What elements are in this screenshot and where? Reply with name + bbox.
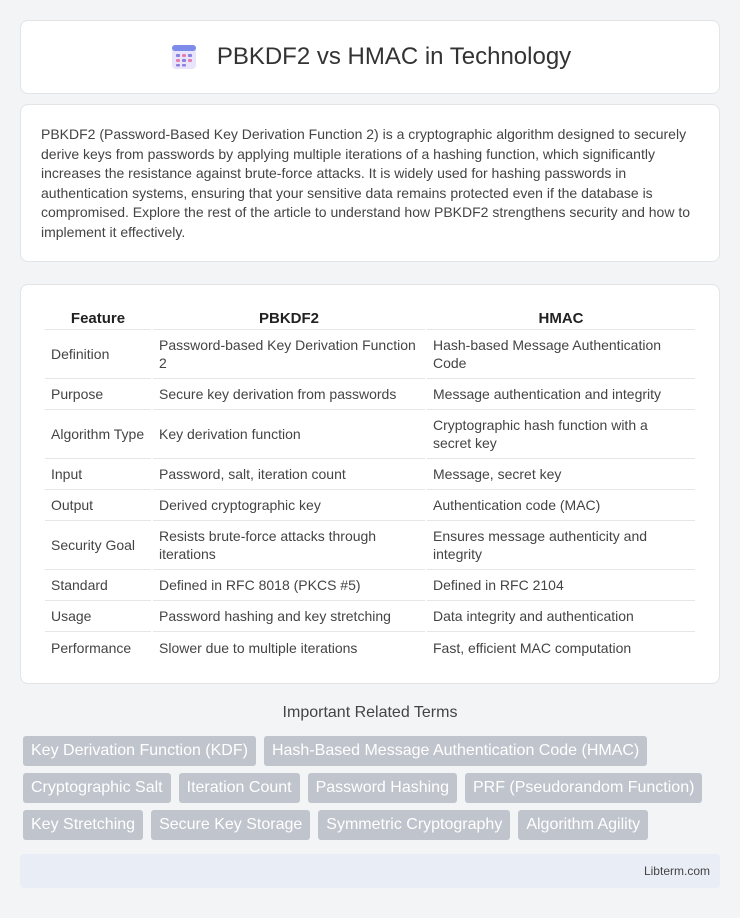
pbkdf2-cell: Key derivation function xyxy=(153,410,425,459)
footer-site-link[interactable]: Libterm.com xyxy=(643,864,710,878)
footer xyxy=(20,854,720,888)
table-header-row xyxy=(45,303,695,330)
hmac-cell: Ensures message authenticity and integrity xyxy=(427,521,695,570)
pbkdf2-cell: Derived cryptographic key xyxy=(153,490,425,521)
feature-cell: Performance xyxy=(51,639,132,656)
feature-cell: Output xyxy=(45,490,151,521)
tag-symmetric-cryptography[interactable]: Symmetric Cryptography xyxy=(318,810,510,840)
header-feature: Feature xyxy=(45,303,151,330)
tag-cryptographic-salt[interactable]: Cryptographic Salt xyxy=(23,773,171,803)
pbkdf2-cell: Slower due to multiple iterations xyxy=(159,639,358,656)
feature-cell: Purpose xyxy=(45,379,151,410)
related-terms-tags xyxy=(23,736,723,840)
pbkdf2-cell: Password-based Key Derivation Function 2 xyxy=(153,330,425,379)
tag-algorithm-agility[interactable]: Algorithm Agility xyxy=(518,810,648,840)
pbkdf2-cell: Defined in RFC 8018 (PKCS #5) xyxy=(153,570,425,601)
table-row xyxy=(45,459,695,490)
table-row xyxy=(45,570,695,601)
feature-cell: Definition xyxy=(45,330,151,379)
tag-hmac[interactable]: Hash-Based Message Authentication Code (HMAC) xyxy=(264,736,647,766)
header-hmac: HMAC xyxy=(427,303,695,330)
feature-cell: Algorithm Type xyxy=(45,410,151,459)
feature-cell: Standard xyxy=(45,570,151,601)
table-row xyxy=(45,330,695,379)
hmac-cell: Message, secret key xyxy=(427,459,695,490)
title-wrap xyxy=(169,42,571,72)
header-pbkdf2: PBKDF2 xyxy=(153,303,425,330)
hmac-cell: Defined in RFC 2104 xyxy=(427,570,695,601)
pbkdf2-cell: Password hashing and key stretching xyxy=(153,601,425,632)
tag-iteration-count[interactable]: Iteration Count xyxy=(179,773,300,803)
tag-password-hashing[interactable]: Password Hashing xyxy=(308,773,457,803)
table-row xyxy=(45,601,695,632)
table-row xyxy=(45,490,695,521)
hmac-cell: Data integrity and authentication xyxy=(427,601,695,632)
feature-cell: Security Goal xyxy=(45,521,151,570)
hmac-cell: Cryptographic hash function with a secret key xyxy=(427,410,695,459)
table-grid-icon xyxy=(169,42,199,72)
comparison-table-card xyxy=(20,284,720,684)
pbkdf2-cell: Resists brute-force attacks through iterations xyxy=(153,521,425,570)
tag-kdf[interactable]: Key Derivation Function (KDF) xyxy=(23,736,256,766)
hmac-cell: Fast, efficient MAC computation xyxy=(433,639,632,656)
tag-key-stretching[interactable]: Key Stretching xyxy=(23,810,143,840)
feature-cell: Usage xyxy=(45,601,151,632)
table-row xyxy=(45,379,695,410)
table-row xyxy=(45,632,695,663)
tag-prf[interactable]: PRF (Pseudorandom Function) xyxy=(465,773,702,803)
feature-cell: Input xyxy=(45,459,151,490)
header-card xyxy=(20,20,720,94)
table-row xyxy=(45,410,695,459)
pbkdf2-cell: Password, salt, iteration count xyxy=(153,459,425,490)
hmac-cell: Authentication code (MAC) xyxy=(427,490,695,521)
hmac-cell: Message authentication and integrity xyxy=(427,379,695,410)
comparison-table xyxy=(43,303,697,663)
hmac-cell: Hash-based Message Authentication Code xyxy=(427,330,695,379)
pbkdf2-cell: Secure key derivation from passwords xyxy=(153,379,425,410)
intro-text: PBKDF2 (Password-Based Key Derivation Function 2) is a cryptographic algorithm designed to securely derive keys from passwords by applying multiple iterations of a hashing function, which significantly increases the resistance against brute-force attacks. It is widely used for hashing passwords in authentication systems, ensuring that your sensitive data remains protected even if the database is compromised. Explore the rest of the article to understand how PBKDF2 strengthens security and how to implement it effectively. xyxy=(41,126,690,240)
page-title: PBKDF2 vs HMAC in Technology xyxy=(216,43,572,70)
tag-secure-key-storage[interactable]: Secure Key Storage xyxy=(151,810,310,840)
intro-card xyxy=(20,104,720,262)
related-terms-title: Important Related Terms xyxy=(282,704,458,721)
table-row xyxy=(45,521,695,570)
